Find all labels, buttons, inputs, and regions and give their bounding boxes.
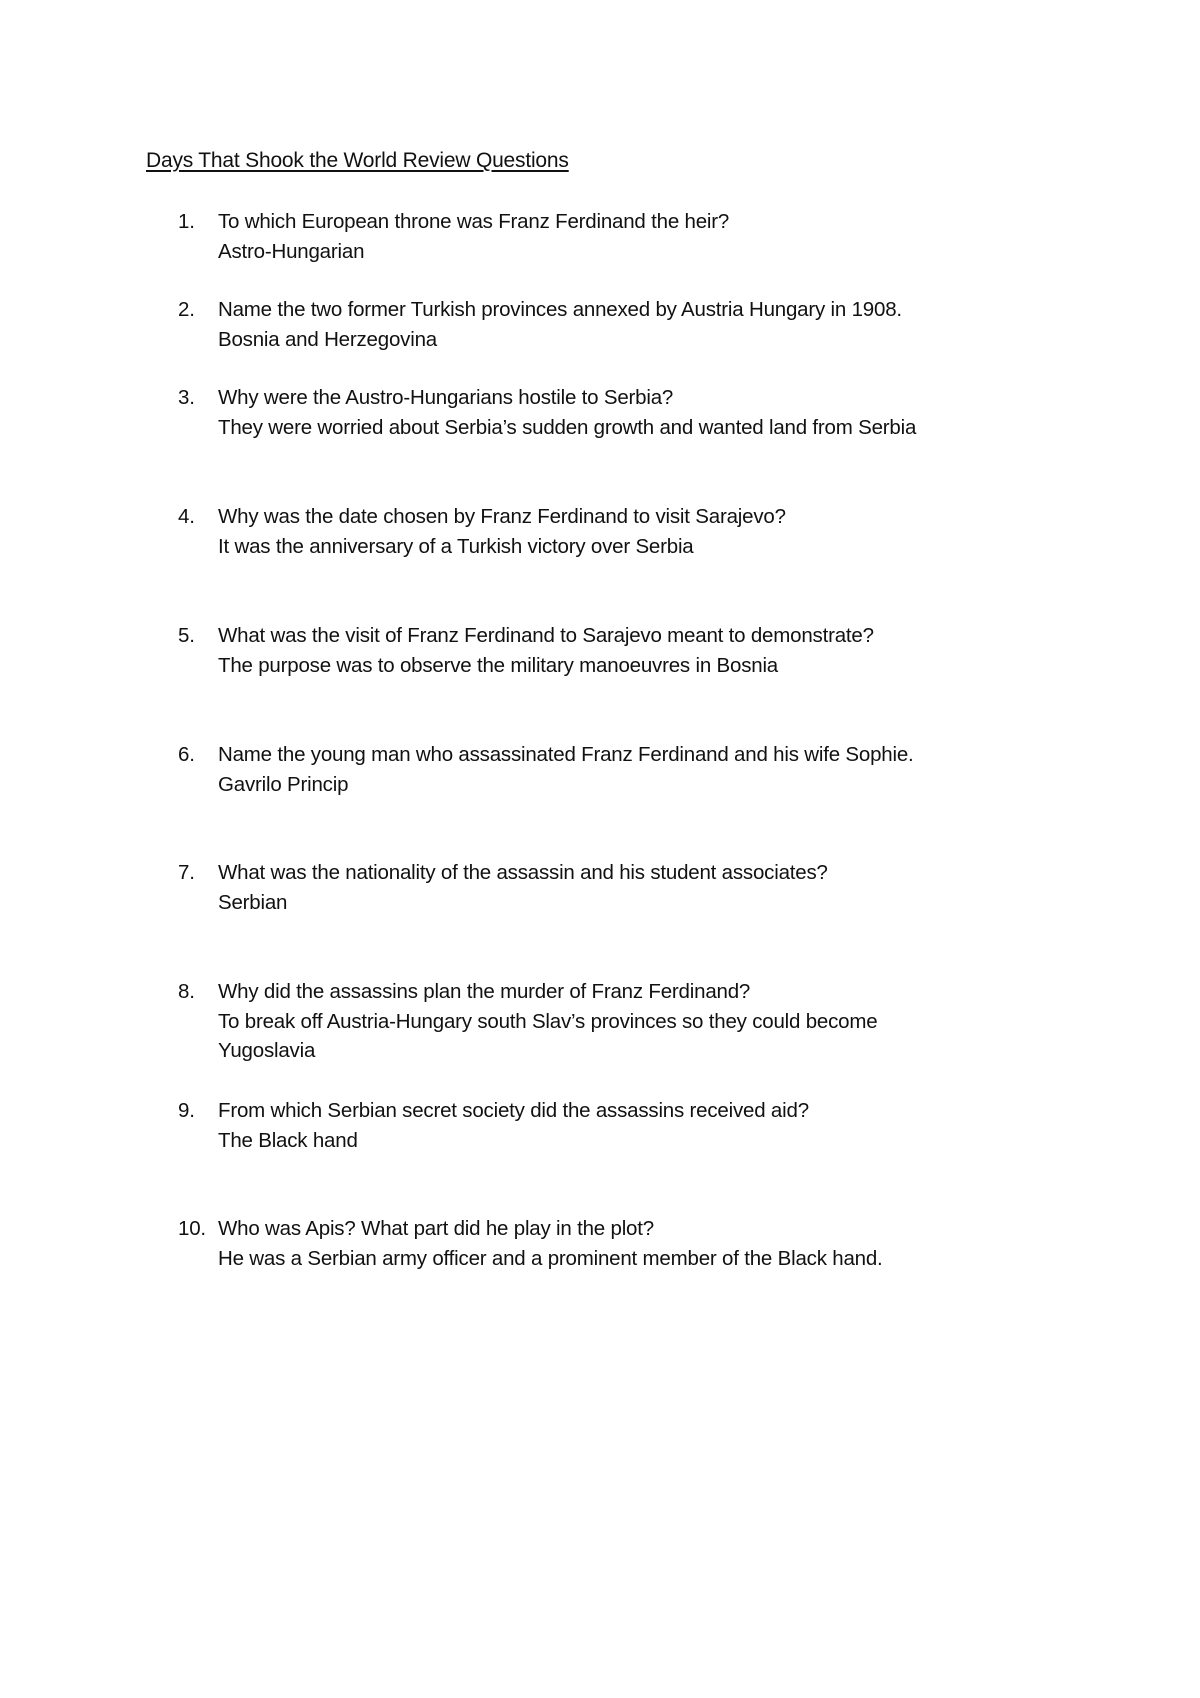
question-number: 9. <box>178 1099 195 1122</box>
answer-text: The purpose was to observe the military manoeuvres in Bosnia <box>218 653 779 677</box>
question-item-7 <box>178 858 1078 917</box>
question-item-9 <box>178 1096 1078 1155</box>
question-item-10 <box>178 1214 1078 1273</box>
question-number: 6. <box>178 743 195 766</box>
answer-text: They were worried about Serbia’s sudden growth and wanted land from Serbia <box>218 415 917 439</box>
answer-text: Serbian <box>218 890 288 914</box>
question-text: To which European throne was Franz Ferdinand the heir? <box>218 210 730 233</box>
question-number: 4. <box>178 505 195 528</box>
answer-text: Astro-Hungarian <box>218 239 365 263</box>
question-number: 10. <box>178 1217 206 1240</box>
question-item-8 <box>178 977 1078 1066</box>
question-text: Why did the assassins plan the murder of Franz Ferdinand? <box>218 980 751 1003</box>
question-item-2 <box>178 295 1078 354</box>
answer-text: To break off Austria-Hungary south Slav’s provinces so they could become Yugoslavia <box>218 1009 878 1062</box>
question-number: 3. <box>178 386 195 409</box>
question-text: What was the nationality of the assassin and his student associates? <box>218 861 828 884</box>
question-text: Name the young man who assassinated Franz Ferdinand and his wife Sophie. <box>218 743 914 766</box>
question-item-1 <box>178 207 1078 266</box>
question-number: 5. <box>178 624 195 647</box>
answer-text: He was a Serbian army officer and a prominent member of the Black hand. <box>218 1246 883 1270</box>
answer-text: Gavrilo Princip <box>218 772 349 796</box>
question-text: Why was the date chosen by Franz Ferdinand to visit Sarajevo? <box>218 505 786 528</box>
answer-text: Bosnia and Herzegovina <box>218 327 437 351</box>
question-item-3 <box>178 383 1078 442</box>
question-text: Name the two former Turkish provinces annexed by Austria Hungary in 1908. <box>218 298 902 321</box>
document-title: Days That Shook the World Review Questions <box>146 149 569 172</box>
question-text: Why were the Austro-Hungarians hostile to Serbia? <box>218 386 674 409</box>
answer-text: It was the anniversary of a Turkish victory over Serbia <box>218 534 694 558</box>
question-text: Who was Apis? What part did he play in the plot? <box>218 1217 654 1240</box>
question-number: 1. <box>178 210 195 233</box>
question-text: What was the visit of Franz Ferdinand to Sarajevo meant to demonstrate? <box>218 624 874 647</box>
answer-text: The Black hand <box>218 1128 358 1152</box>
question-number: 7. <box>178 861 195 884</box>
question-item-5 <box>178 621 1078 680</box>
question-number: 2. <box>178 298 195 321</box>
question-number: 8. <box>178 980 195 1003</box>
question-item-6 <box>178 740 1078 799</box>
question-item-4 <box>178 502 1078 561</box>
question-text: From which Serbian secret society did the assassins received aid? <box>218 1099 809 1122</box>
